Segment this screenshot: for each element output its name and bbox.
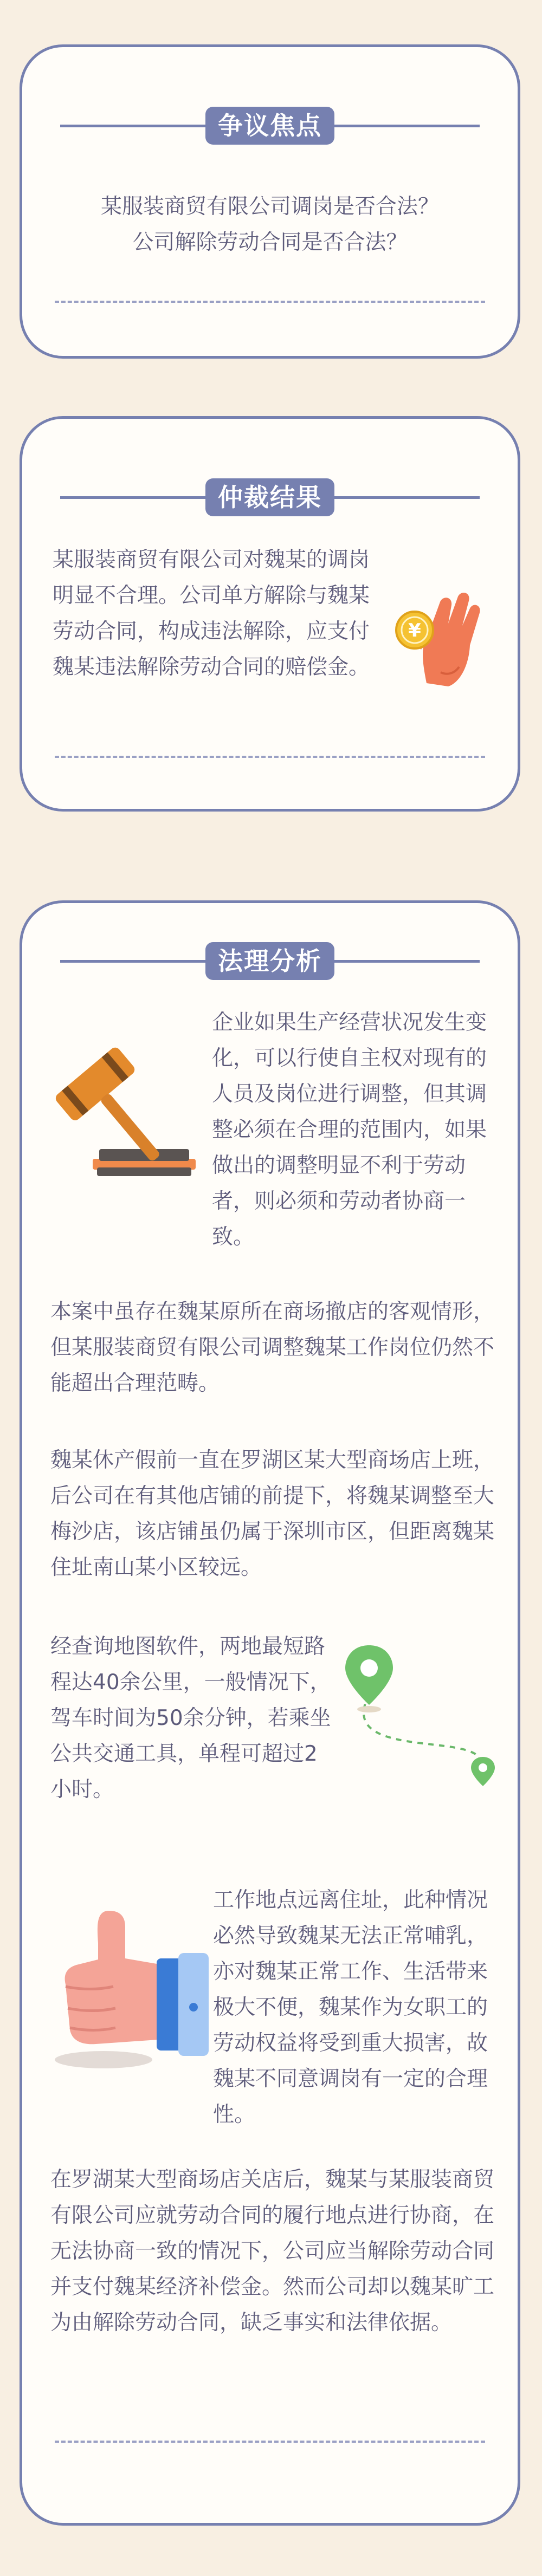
- analysis-paragraph-3: 魏某休产假前一直在罗湖区某大型商场店上班，后公司在有其他店铺的前提下，将魏某调整至大梅沙店，该店铺虽仍属于深圳市区，但距离魏某住址南山某小区较远。: [50, 1448, 495, 1580]
- dispute-title-row: [60, 107, 480, 145]
- dispute-question-1: 某服装商贸有限公司调岗是否合法？: [100, 194, 439, 219]
- result-card: [20, 416, 520, 812]
- result-title: 仲裁结果: [205, 478, 334, 516]
- thumbs-up-icon: [44, 1894, 217, 2073]
- analysis-paragraph-6: 在罗湖某大型商场店关店后，魏某与某服装商贸有限公司应就劳动合同的履行地点进行协商，在无法协商一致的情况下，公司应当解除劳动合同并支付魏某经济补偿金。然而公司却以魏某旷工为由解除劳动合同，缺乏事实和法律依据。: [50, 2168, 495, 2335]
- analysis-title-row: [60, 942, 480, 980]
- analysis-paragraph-2: 本案中虽存在魏某原所在商场撤店的客观情形，但某服装商贸有限公司调整魏某工作岗位仍然不能超出合理范畴。: [50, 1300, 495, 1396]
- gavel-icon: [33, 1039, 196, 1179]
- analysis-paragraph-4: 经查询地图软件，两地最短路程达40余公里，一般情况下，驾车时间为50余分钟，若乘坐公共交通工具，单程可超过2小时。: [50, 1634, 331, 1802]
- result-text: 某服装商贸有限公司对魏某的调岗明显不合理。公司单方解除与魏某劳动合同，构成违法解除，应支付魏某违法解除劳动合同的赔偿金。: [53, 548, 370, 679]
- hand-holding-coin-icon: [389, 580, 492, 689]
- analysis-title: 法理分析: [205, 942, 334, 980]
- analysis-paragraph-1: 企业如果生产经营状况发生变化，可以行使自主权对现有的人员及岗位进行调整，但其调整必须在合理的范围内，如果做出的调整明显不利于劳动者，则必须和劳动者协商一致。: [212, 1010, 487, 1249]
- dashed-divider: [55, 301, 485, 303]
- analysis-paragraph-5: 工作地点远离住址，此种情况必然导致魏某无法正常哺乳，亦对魏某正常工作、生活带来极大不便，魏某作为女职工的劳动权益将受到重大损害，故魏某不同意调岗有一定的合理性。: [213, 1888, 488, 2127]
- dispute-question-2: 公司解除劳动合同是否合法？: [132, 230, 408, 255]
- dispute-title: 争议焦点: [205, 107, 334, 145]
- dashed-divider: [55, 756, 485, 758]
- dashed-divider: [55, 2441, 485, 2443]
- map-route-icon: [331, 1629, 515, 1792]
- coin-symbol: ¥: [408, 620, 421, 641]
- analysis-card: [20, 900, 520, 2526]
- dispute-card: [20, 44, 520, 359]
- result-title-row: [60, 478, 480, 516]
